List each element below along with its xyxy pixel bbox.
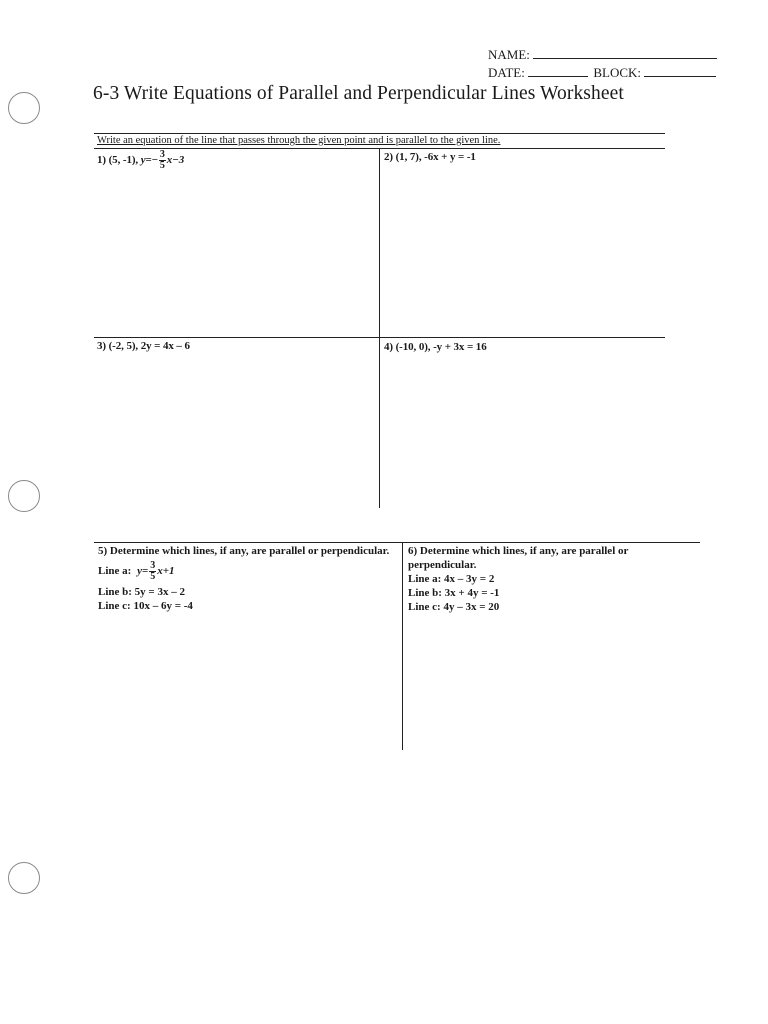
binder-hole-top (8, 92, 40, 124)
date-block-field (488, 64, 716, 81)
problem-5-line-a-denominator: 5 (150, 571, 156, 582)
problem-4: 4) (-10, 0), -y + 3x = 16 (384, 341, 487, 353)
problem-1-equals: = (145, 154, 152, 167)
block-label: BLOCK: (593, 65, 642, 80)
section1-instructions: Write an equation of the line that passes through the given point and is parallel to the given line. (97, 135, 501, 146)
date-label: DATE: (488, 65, 525, 80)
problem-1 (97, 150, 184, 171)
problem-6-line-c: Line c: 4y – 3x = 20 (408, 601, 500, 613)
problem-5-line-a-tail: x+1 (157, 565, 175, 578)
binder-hole-middle (8, 480, 40, 512)
section1-middle-rule (94, 337, 665, 338)
section2-vertical-divider (402, 542, 403, 750)
problem-5-instructions: 5) Determine which lines, if any, are parallel or perpendicular. (98, 545, 390, 557)
problem-1-numerator: 3 (159, 149, 165, 160)
section1-vertical-divider (379, 148, 380, 508)
problem-5-line-a-fraction (149, 561, 156, 582)
problem-1-sign: − (151, 154, 158, 167)
problem-1-point: 1) (5, -1), (97, 154, 139, 167)
binder-hole-bottom (8, 862, 40, 894)
problem-1-denominator: 5 (159, 160, 165, 171)
problem-1-y: y (140, 154, 146, 167)
problem-5 (98, 544, 394, 613)
problem-6-line-a: Line a: 4x – 3y = 2 (408, 573, 495, 585)
problem-1-fraction (159, 150, 166, 171)
name-label: NAME: (488, 47, 530, 62)
problem-6-line-b: Line b: 3x + 4y = -1 (408, 587, 500, 599)
section2-top-rule (94, 542, 700, 543)
problem-5-line-a-equals: = (141, 565, 149, 578)
problem-6 (408, 544, 698, 614)
problem-5-line-c: Line c: 10x – 6y = -4 (98, 600, 193, 612)
problem-5-line-b: Line b: 5y = 3x – 2 (98, 586, 185, 598)
problem-2: 2) (1, 7), -6x + y = -1 (384, 151, 476, 163)
problem-5-line-a-label: Line a: (98, 565, 132, 578)
problem-5-line-a (98, 561, 394, 582)
problem-1-tail: x−3 (166, 154, 185, 167)
section1-top-rule (94, 133, 665, 134)
problem-6-instructions: 6) Determine which lines, if any, are parallel or perpendicular. (408, 545, 629, 571)
name-field (488, 46, 717, 63)
date-blank (528, 64, 588, 77)
worksheet-title: 6-3 Write Equations of Parallel and Perpendicular Lines Worksheet (93, 83, 624, 104)
problem-5-line-a-y: y (137, 565, 142, 578)
name-blank (533, 46, 717, 59)
problem-5-line-a-numerator: 3 (150, 560, 156, 571)
block-blank (644, 64, 716, 77)
problem-3: 3) (-2, 5), 2y = 4x – 6 (97, 340, 190, 352)
